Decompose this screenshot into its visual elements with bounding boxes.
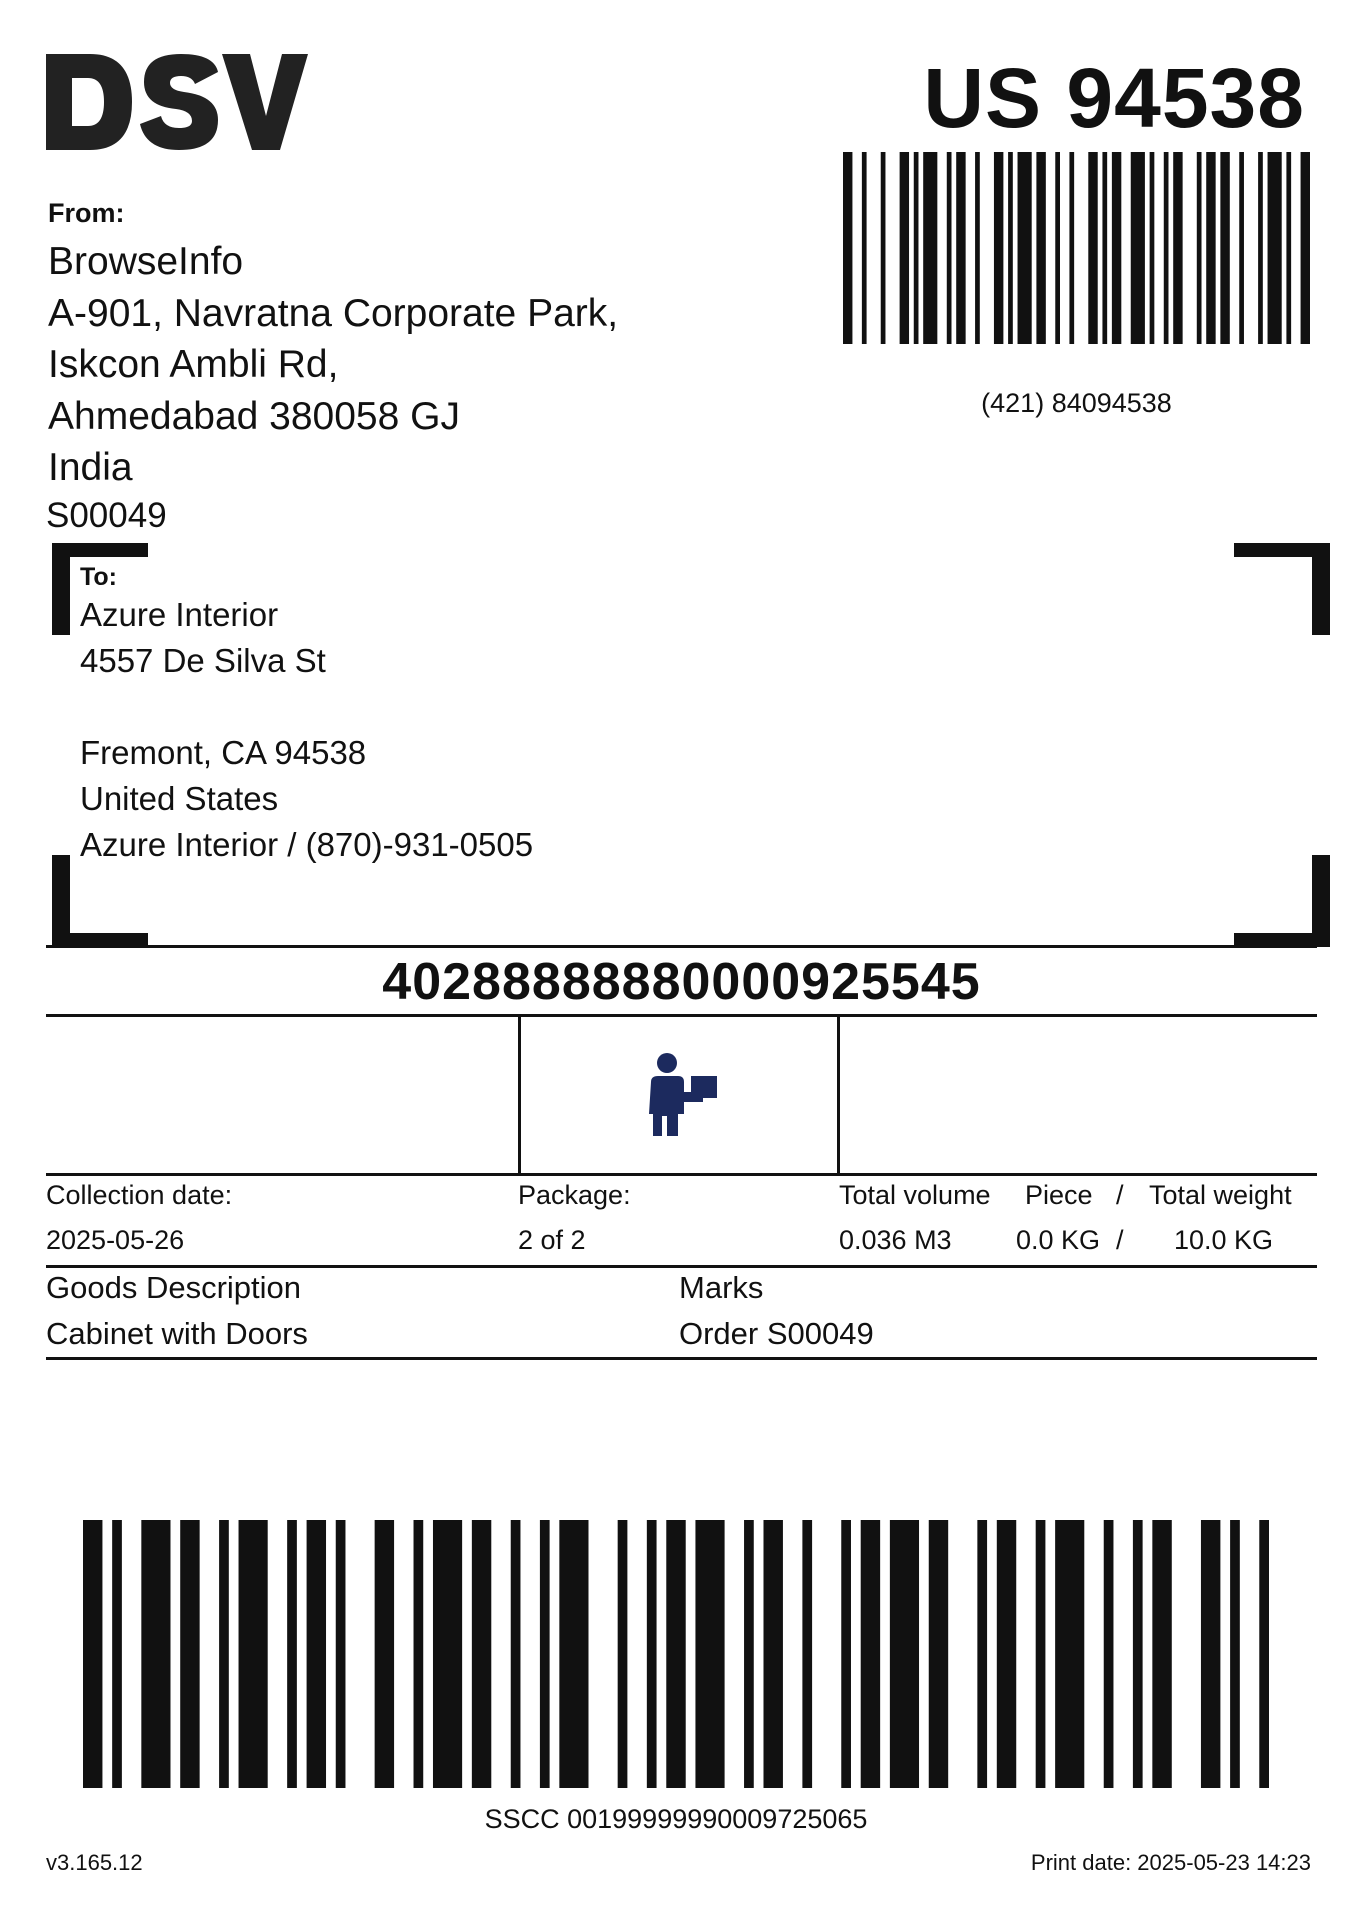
barcode-bar (559, 1520, 588, 1788)
from-address (48, 236, 618, 494)
barcode-bar (1239, 152, 1244, 344)
barcode-bar (1069, 152, 1074, 344)
person-with-package-icon (645, 1052, 725, 1138)
barcode-bar (1259, 1520, 1269, 1788)
barcode-bar (975, 152, 980, 344)
barcode-bar (1201, 1520, 1220, 1788)
barcode-bar (695, 1520, 724, 1788)
barcode-bar (977, 1520, 987, 1788)
barcode-bar (1036, 152, 1045, 344)
destination-code: US 94538 (923, 51, 1305, 145)
dsv-logo (46, 54, 308, 150)
barcode-bar (1220, 152, 1229, 344)
from-line: India (48, 446, 133, 489)
barcode-bar (618, 1520, 628, 1788)
to-line: Fremont, CA 94538 (80, 734, 367, 771)
total-weight-value: 10.0 KG (1174, 1225, 1274, 1255)
barcode-bar (336, 1520, 346, 1788)
barcode-bar (112, 1520, 122, 1788)
barcode-bar (1112, 152, 1121, 344)
barcode-bar (1088, 152, 1097, 344)
barcode-bar (802, 1520, 812, 1788)
collection-date-value: 2025-05-26 (46, 1225, 185, 1255)
goods-description-label: Goods Description (46, 1270, 302, 1305)
from-line: BrowseInfo (48, 240, 244, 283)
barcode-bar (1152, 1520, 1171, 1788)
cell-divider (518, 1014, 521, 1174)
separator: / (1116, 1225, 1124, 1255)
barcode-bar (890, 1520, 919, 1788)
barcode-bar (861, 1520, 880, 1788)
piece-label: Piece (1025, 1180, 1093, 1210)
barcode-bar (1055, 152, 1060, 344)
barcode-bar (1104, 1520, 1114, 1788)
barcode-bar (511, 1520, 521, 1788)
barcode-bar (414, 1520, 424, 1788)
from-line: Iskcon Ambli Rd, (48, 343, 339, 386)
order-reference: S00049 (46, 496, 167, 535)
barcode-bar (763, 1520, 782, 1788)
barcode-bar (1301, 152, 1310, 344)
sscc-text: SSCC 00199999990009725065 (484, 1804, 868, 1834)
barcode-bar (1268, 152, 1282, 344)
goods-description-value: Cabinet with Doors (46, 1316, 308, 1351)
barcode-bar (1133, 1520, 1143, 1788)
barcode-bar (1197, 152, 1202, 344)
barcode-bar (666, 1520, 685, 1788)
barcode-bar (841, 1520, 851, 1788)
barcode-bar (1036, 1520, 1046, 1788)
barcode-bar (1055, 1520, 1084, 1788)
barcode-bar (83, 1520, 102, 1788)
barcode-bar (914, 152, 919, 344)
from-label: From: (48, 198, 125, 228)
tracking-number: 40288888880000925545 (382, 953, 981, 1011)
barcode-bar (1008, 152, 1013, 344)
barcode-bar (141, 1520, 170, 1788)
to-line: Azure Interior (80, 596, 279, 633)
barcode-bar (540, 1520, 550, 1788)
version-text: v3.165.12 (46, 1850, 143, 1875)
barcode-bar (239, 1520, 268, 1788)
marks-value: Order S00049 (679, 1316, 874, 1351)
to-label: To: (80, 563, 118, 591)
barcode-bar (843, 152, 852, 344)
divider (46, 1357, 1317, 1360)
from-line: Ahmedabad 380058 GJ (48, 394, 460, 438)
divider (46, 1265, 1317, 1268)
divider (46, 1173, 1317, 1176)
to-line: United States (80, 780, 279, 817)
barcode-bar (472, 1520, 491, 1788)
barcode-bar (1286, 152, 1291, 344)
barcode-bar (956, 152, 965, 344)
barcode-bar (744, 1520, 754, 1788)
barcode-bar (1131, 152, 1145, 344)
postal-barcode (843, 152, 1310, 344)
barcode-bar (994, 152, 1003, 344)
to-address (80, 592, 533, 868)
barcode-bar (929, 1520, 948, 1788)
postal-barcode-text: (421) 84094538 (981, 388, 1172, 418)
piece-value: 0.0 KG (1016, 1225, 1101, 1255)
barcode-bar (180, 1520, 199, 1788)
total-weight-label: Total weight (1149, 1180, 1292, 1210)
divider (46, 945, 1317, 948)
barcode-bar (997, 1520, 1016, 1788)
barcode-bar (287, 1520, 297, 1788)
separator: / (1116, 1180, 1124, 1210)
barcode-bar (881, 152, 886, 344)
barcode-bar (1173, 152, 1182, 344)
barcode-bar (862, 152, 867, 344)
package-value: 2 of 2 (518, 1225, 586, 1255)
collection-date-label: Collection date: (46, 1180, 233, 1210)
corner-mark-bottom-right (1234, 855, 1330, 947)
print-date: Print date: 2025-05-23 14:23 (1030, 1850, 1311, 1875)
barcode-bar (307, 1520, 326, 1788)
sscc-barcode (83, 1520, 1269, 1788)
barcode-bar (1258, 152, 1263, 344)
barcode-bar (1150, 152, 1155, 344)
corner-mark-bottom-left (52, 855, 148, 947)
barcode-bar (219, 1520, 229, 1788)
package-label: Package: (518, 1180, 631, 1210)
from-line: A-901, Navratna Corporate Park, (48, 291, 619, 335)
divider (46, 1014, 1317, 1017)
barcode-bar (647, 1520, 657, 1788)
total-volume-value: 0.036 M3 (839, 1225, 952, 1255)
total-volume-label: Total volume (839, 1180, 991, 1210)
barcode-bar (923, 152, 937, 344)
barcode-bar (1206, 152, 1215, 344)
barcode-bar (1102, 152, 1107, 344)
barcode-bar (1164, 152, 1169, 344)
barcode-bar (1230, 1520, 1240, 1788)
marks-label: Marks (679, 1270, 764, 1305)
to-line: Azure Interior / (870)-931-0505 (80, 826, 534, 863)
barcode-bar (1018, 152, 1032, 344)
barcode-bar (900, 152, 909, 344)
barcode-bar (375, 1520, 394, 1788)
barcode-bar (433, 1520, 462, 1788)
cell-divider (837, 1014, 840, 1174)
barcode-bar (947, 152, 952, 344)
to-line: 4557 De Silva St (80, 642, 326, 679)
to-line (80, 684, 533, 730)
corner-mark-top-right (1234, 543, 1330, 635)
